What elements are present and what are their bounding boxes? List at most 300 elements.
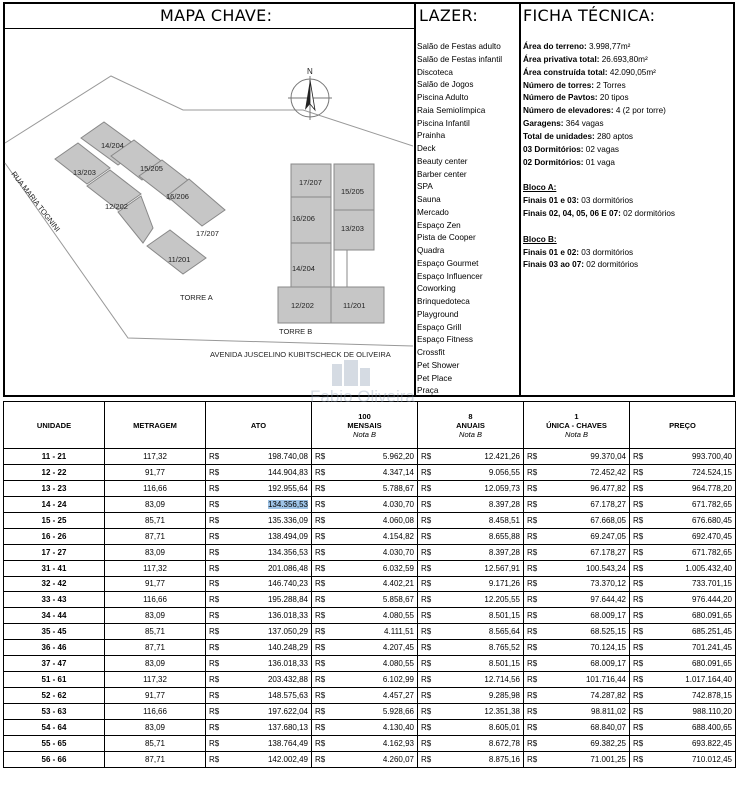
money-value: 12.351,38 — [484, 706, 520, 716]
money-value: 4.347,14 — [382, 467, 414, 477]
ficha-garagens: Garagens: 364 vagas — [523, 119, 604, 129]
money-value: 4.260,07 — [382, 754, 414, 764]
ficha-area-construida: Área construída total: 42.090,05m² — [523, 67, 656, 77]
currency-symbol: R$ — [209, 675, 220, 685]
money-value: 12.205,55 — [484, 595, 520, 605]
cell-anuais — [418, 608, 524, 624]
cell-ato — [206, 735, 312, 751]
cell-ato — [206, 480, 312, 496]
money-value: 68.525,15 — [590, 627, 626, 637]
cell-mensais — [312, 656, 418, 672]
currency-symbol: R$ — [315, 722, 326, 732]
currency-symbol: R$ — [315, 531, 326, 541]
compass-icon — [288, 67, 332, 120]
cell-unidade: 16 - 26 — [4, 528, 105, 544]
cell-mensais — [312, 464, 418, 480]
currency-symbol: R$ — [315, 691, 326, 701]
currency-symbol: R$ — [209, 611, 220, 621]
currency-symbol: R$ — [527, 722, 538, 732]
currency-symbol: R$ — [633, 579, 644, 589]
money-value: 4.111,51 — [384, 627, 414, 637]
col-unidade: UNIDADE — [4, 402, 105, 449]
cell-mensais — [312, 528, 418, 544]
torre-b-drawing — [278, 164, 384, 323]
table-row — [4, 640, 736, 656]
ficha-area-privativa: Área privativa total: 26.693,80m² — [523, 54, 648, 64]
cell-chaves — [524, 656, 630, 672]
lazer-item: Pista de Cooper — [417, 233, 476, 243]
lazer-item: Espaço Fitness — [417, 335, 473, 345]
cell-anuais — [418, 735, 524, 751]
money-value: 1.017.164,40 — [685, 675, 732, 685]
table-body — [4, 449, 736, 768]
cell-preco — [630, 751, 736, 767]
cell-mensais — [312, 512, 418, 528]
cell-anuais — [418, 751, 524, 767]
ficha-area-terreno: Área do terreno: 3.998,77m² — [523, 42, 631, 51]
money-value: 5.858,67 — [382, 595, 414, 605]
money-value: 12.059,73 — [484, 483, 520, 493]
money-value: 671.782,65 — [691, 499, 732, 509]
currency-symbol: R$ — [633, 515, 644, 525]
currency-symbol: R$ — [209, 706, 220, 716]
money-value: 192.955,64 — [267, 483, 308, 493]
street-bottom-label: AVENIDA JUSCELINO KUBITSCHECK DE OLIVEIRA — [210, 350, 391, 359]
currency-symbol: R$ — [421, 531, 432, 541]
money-value: 8.458,51 — [488, 515, 520, 525]
cell-preco — [630, 544, 736, 560]
money-value: 12.421,26 — [484, 451, 520, 461]
cell-mensais — [312, 688, 418, 704]
currency-symbol: R$ — [209, 515, 220, 525]
currency-symbol: R$ — [527, 499, 538, 509]
cell-mensais — [312, 576, 418, 592]
cell-unidade: 14 - 24 — [4, 496, 105, 512]
cell-anuais — [418, 672, 524, 688]
site-map-drawing — [3, 28, 413, 395]
cell-anuais — [418, 592, 524, 608]
lazer-item: Salão de Jogos — [417, 80, 474, 90]
cell-metragem: 87,71 — [105, 640, 206, 656]
unit-b-14: 14/204 — [292, 264, 315, 273]
cell-preco — [630, 528, 736, 544]
col-chaves-count: 1 — [574, 411, 579, 421]
table-row — [4, 751, 736, 767]
currency-symbol: R$ — [527, 579, 538, 589]
cell-chaves — [524, 480, 630, 496]
currency-symbol: R$ — [209, 722, 220, 732]
lazer-item: Espaço Influencer — [417, 271, 483, 281]
ficha-torres: Número de torres: 2 Torres — [523, 80, 626, 90]
money-value: 96.477,82 — [590, 483, 626, 493]
currency-symbol: R$ — [315, 467, 326, 477]
watermark-text: Fabio Oliveira — [310, 387, 415, 406]
money-value: 98.811,02 — [591, 706, 626, 716]
currency-symbol: R$ — [527, 515, 538, 525]
col-mensais-count: 100 — [358, 411, 371, 421]
cell-preco — [630, 480, 736, 496]
cell-anuais — [418, 480, 524, 496]
cell-anuais — [418, 449, 524, 465]
currency-symbol: R$ — [209, 547, 220, 557]
currency-symbol: R$ — [209, 579, 220, 589]
cell-ato — [206, 688, 312, 704]
money-value: 988.110,20 — [692, 706, 732, 716]
money-value: 5.928,66 — [382, 706, 414, 716]
money-value: 8.655,88 — [488, 531, 520, 541]
cell-ato — [206, 464, 312, 480]
money-value: 138.494,09 — [267, 531, 308, 541]
money-value: 680.091,65 — [691, 659, 732, 669]
currency-symbol: R$ — [209, 754, 220, 764]
money-value: 671.782,65 — [691, 547, 732, 557]
money-value: 8.672,78 — [488, 738, 520, 748]
cell-chaves — [524, 576, 630, 592]
currency-symbol: R$ — [633, 627, 644, 637]
unit-b-11: 11/201 — [343, 301, 366, 310]
site-map — [3, 28, 413, 395]
currency-symbol: R$ — [421, 483, 432, 493]
currency-symbol: R$ — [421, 611, 432, 621]
cell-metragem: 117,32 — [105, 449, 206, 465]
lazer-item: Raia Semiolímpica — [417, 105, 486, 115]
cell-anuais — [418, 719, 524, 735]
currency-symbol: R$ — [421, 547, 432, 557]
money-value: 137.050,29 — [267, 627, 308, 637]
cell-anuais — [418, 512, 524, 528]
currency-symbol: R$ — [633, 611, 644, 621]
cell-anuais — [418, 560, 524, 576]
ficha-bloco-a-2: Finais 02, 04, 05, 06 E 07: 02 dormitórios — [523, 208, 676, 218]
cell-ato — [206, 496, 312, 512]
cell-anuais — [418, 576, 524, 592]
lazer-item: Piscina Adulto — [417, 93, 469, 102]
cell-anuais — [418, 640, 524, 656]
lazer-item: Sauna — [417, 195, 441, 204]
currency-symbol: R$ — [315, 659, 326, 669]
cell-mensais — [312, 449, 418, 465]
cell-mensais — [312, 672, 418, 688]
lazer-item: SPA — [417, 182, 433, 192]
currency-symbol: R$ — [421, 515, 432, 525]
cell-metragem: 91,77 — [105, 576, 206, 592]
cell-chaves — [524, 544, 630, 560]
cell-anuais — [418, 544, 524, 560]
currency-symbol: R$ — [421, 691, 432, 701]
currency-symbol: R$ — [527, 483, 538, 493]
cell-unidade: 34 - 44 — [4, 608, 105, 624]
cell-mensais — [312, 735, 418, 751]
cell-unidade: 52 - 62 — [4, 688, 105, 704]
cell-unidade: 12 - 22 — [4, 464, 105, 480]
currency-symbol: R$ — [527, 467, 538, 477]
cell-chaves — [524, 688, 630, 704]
col-chaves — [524, 402, 630, 449]
table-row — [4, 704, 736, 720]
cell-mensais — [312, 624, 418, 640]
table-row — [4, 672, 736, 688]
ficha-elevadores: Número de elevadores: 4 (2 por torre) — [523, 106, 666, 116]
money-value: 701.241,45 — [691, 643, 732, 653]
cell-preco — [630, 656, 736, 672]
currency-symbol: R$ — [633, 547, 644, 557]
cell-chaves — [524, 528, 630, 544]
cell-unidade: 55 - 65 — [4, 735, 105, 751]
ficha-tecnica — [523, 41, 735, 272]
cell-metragem: 83,09 — [105, 719, 206, 735]
money-value: 5.962,20 — [382, 451, 414, 461]
currency-symbol: R$ — [209, 659, 220, 669]
money-value: 8.565,64 — [488, 627, 520, 637]
cell-metragem: 83,09 — [105, 496, 206, 512]
money-value: 197.622,04 — [267, 706, 308, 716]
money-value: 6.032,59 — [382, 563, 414, 573]
lazer-item: Crossfit — [417, 348, 445, 357]
lazer-item: Pet Shower — [417, 360, 460, 370]
currency-symbol: R$ — [421, 738, 432, 748]
cell-ato — [206, 512, 312, 528]
cell-mensais — [312, 719, 418, 735]
cell-ato — [206, 560, 312, 576]
money-value: 8.501,15 — [488, 659, 520, 669]
lazer-item: Salão de Festas infantil — [417, 54, 503, 64]
money-value: 142.002,49 — [267, 754, 308, 764]
currency-symbol: R$ — [527, 691, 538, 701]
lazer-item: Salão de Festas adulto — [417, 42, 501, 51]
money-value: 201.086,48 — [267, 563, 308, 573]
table-row — [4, 719, 736, 735]
currency-symbol: R$ — [421, 722, 432, 732]
ficha-bloco-a-title: Bloco A: — [523, 183, 557, 193]
cell-unidade: 31 - 41 — [4, 560, 105, 576]
cell-unidade: 33 - 43 — [4, 592, 105, 608]
currency-symbol: R$ — [527, 754, 538, 764]
currency-symbol: R$ — [527, 611, 538, 621]
currency-symbol: R$ — [315, 595, 326, 605]
money-value: 67.178,27 — [590, 547, 626, 557]
cell-ato — [206, 528, 312, 544]
cell-ato — [206, 672, 312, 688]
ficha-tres-dorm: 03 Dormitórios: 02 vagas — [523, 144, 620, 154]
cell-metragem: 116,66 — [105, 704, 206, 720]
torre-a-drawing — [55, 122, 225, 274]
money-value: 688.400,65 — [691, 722, 732, 732]
currency-symbol: R$ — [421, 643, 432, 653]
lazer-item: Coworking — [417, 284, 456, 294]
currency-symbol: R$ — [315, 499, 326, 509]
cell-preco — [630, 512, 736, 528]
currency-symbol: R$ — [527, 563, 538, 573]
col-metragem: METRAGEM — [105, 402, 206, 449]
col-mensais-nota: Nota B — [353, 429, 376, 439]
money-value: 136.018,33 — [267, 611, 308, 621]
money-value: 68.840,07 — [590, 722, 626, 732]
currency-symbol: R$ — [421, 451, 432, 461]
ficha-bloco-a-1: Finais 01 e 03: 03 dormitórios — [523, 196, 634, 206]
currency-symbol: R$ — [315, 483, 326, 493]
table-row — [4, 656, 736, 672]
currency-symbol: R$ — [315, 675, 326, 685]
money-value: 74.287,82 — [590, 691, 626, 701]
cell-ato — [206, 576, 312, 592]
unit-b-17: 17/207 — [299, 178, 322, 187]
cell-mensais — [312, 608, 418, 624]
cell-mensais — [312, 640, 418, 656]
col-preco: PREÇO — [630, 402, 736, 449]
money-value: 8.765,52 — [488, 643, 520, 653]
unit-a-16: 16/206 — [166, 192, 189, 201]
cell-metragem: 87,71 — [105, 528, 206, 544]
table-row — [4, 608, 736, 624]
currency-symbol: R$ — [421, 675, 432, 685]
money-value: 70.124,15 — [590, 643, 626, 653]
cell-preco — [630, 449, 736, 465]
unit-b-13: 13/203 — [341, 224, 364, 233]
currency-symbol: R$ — [315, 547, 326, 557]
col-ato: ATO — [206, 402, 312, 449]
currency-symbol: R$ — [421, 499, 432, 509]
money-value: 71.001,25 — [590, 754, 626, 764]
currency-symbol: R$ — [209, 643, 220, 653]
cell-preco — [630, 560, 736, 576]
money-value: 72.452,42 — [590, 467, 626, 477]
col-anuais-count: 8 — [468, 411, 473, 421]
currency-symbol: R$ — [527, 531, 538, 541]
money-value: 69.247,05 — [590, 531, 626, 541]
table-row — [4, 544, 736, 560]
cell-preco — [630, 719, 736, 735]
cell-ato — [206, 719, 312, 735]
cell-anuais — [418, 624, 524, 640]
table-row — [4, 512, 736, 528]
currency-symbol: R$ — [209, 531, 220, 541]
currency-symbol: R$ — [633, 499, 644, 509]
money-value: 8.875,16 — [488, 754, 520, 764]
money-value: 5.788,67 — [382, 483, 414, 493]
cell-ato — [206, 624, 312, 640]
cell-unidade: 53 - 63 — [4, 704, 105, 720]
cell-unidade: 13 - 23 — [4, 480, 105, 496]
money-value: 97.644,42 — [590, 595, 626, 605]
cell-chaves — [524, 640, 630, 656]
unit-a-17: 17/207 — [196, 229, 219, 238]
cell-metragem: 87,71 — [105, 751, 206, 767]
unit-b-16: 16/206 — [292, 214, 315, 223]
currency-symbol: R$ — [209, 483, 220, 493]
cell-ato — [206, 608, 312, 624]
money-value: 198.740,08 — [267, 451, 308, 461]
money-value: 4.162,93 — [382, 738, 414, 748]
cell-metragem: 83,09 — [105, 656, 206, 672]
table-row — [4, 688, 736, 704]
money-value: 724.524,15 — [691, 467, 732, 477]
money-value: 68.009,17 — [590, 659, 626, 669]
money-value: 680.091,65 — [691, 611, 732, 621]
money-value: 993.700,40 — [691, 451, 732, 461]
cell-mensais — [312, 560, 418, 576]
cell-preco — [630, 592, 736, 608]
cell-anuais — [418, 704, 524, 720]
currency-symbol: R$ — [315, 754, 326, 764]
money-value: 99.370,04 — [590, 451, 626, 461]
currency-symbol: R$ — [633, 675, 644, 685]
cell-metragem: 83,09 — [105, 544, 206, 560]
lazer-item: Brinquedoteca — [417, 297, 470, 306]
cell-unidade: 32 - 42 — [4, 576, 105, 592]
money-value: 144.904,83 — [267, 467, 308, 477]
currency-symbol: R$ — [633, 563, 644, 573]
cell-chaves — [524, 624, 630, 640]
cell-mensais — [312, 704, 418, 720]
currency-symbol: R$ — [209, 499, 220, 509]
cell-unidade: 35 - 45 — [4, 624, 105, 640]
lazer-item: Barber center — [417, 169, 467, 179]
cell-metragem: 91,77 — [105, 464, 206, 480]
currency-symbol: R$ — [527, 675, 538, 685]
money-value: 8.397,28 — [488, 499, 520, 509]
cell-preco — [630, 704, 736, 720]
cell-preco — [630, 735, 736, 751]
money-value: 101.716,44 — [585, 675, 626, 685]
cell-ato — [206, 751, 312, 767]
cell-chaves — [524, 560, 630, 576]
money-value: 137.680,13 — [267, 722, 308, 732]
cell-preco — [630, 496, 736, 512]
torre-a-label: TORRE A — [180, 293, 213, 302]
currency-symbol: R$ — [209, 627, 220, 637]
cell-preco — [630, 640, 736, 656]
currency-symbol: R$ — [315, 643, 326, 653]
currency-symbol: R$ — [633, 595, 644, 605]
cell-unidade: 11 - 21 — [4, 449, 105, 465]
table-row — [4, 735, 736, 751]
cell-unidade: 15 - 25 — [4, 512, 105, 528]
money-value: 4.207,45 — [382, 643, 414, 653]
money-value: 100.543,24 — [585, 563, 626, 573]
money-value: 9.056,55 — [488, 467, 520, 477]
currency-symbol: R$ — [209, 595, 220, 605]
col-mensais — [312, 402, 418, 449]
cell-preco — [630, 688, 736, 704]
cell-chaves — [524, 608, 630, 624]
lazer-item: Pet Place — [417, 373, 453, 383]
table-row — [4, 576, 736, 592]
cell-mensais — [312, 592, 418, 608]
money-value: 140.248,29 — [267, 643, 308, 653]
money-value: 6.102,99 — [382, 675, 414, 685]
cell-unidade: 51 - 61 — [4, 672, 105, 688]
unit-a-11: 11/201 — [168, 255, 191, 264]
money-value: 964.778,20 — [691, 483, 732, 493]
money-value: 693.822,45 — [691, 738, 732, 748]
table-header-row — [4, 402, 736, 449]
lazer-item: Espaço Grill — [417, 322, 462, 332]
cell-metragem: 116,66 — [105, 480, 206, 496]
money-value: 976.444,20 — [691, 595, 732, 605]
currency-symbol: R$ — [633, 467, 644, 477]
col-chaves-nota: Nota B — [565, 429, 588, 439]
money-value: 203.432,88 — [267, 675, 308, 685]
price-table — [3, 401, 736, 768]
currency-symbol: R$ — [527, 706, 538, 716]
currency-symbol: R$ — [315, 611, 326, 621]
money-value: 685.251,45 — [691, 627, 732, 637]
ficha-unidades: Total de unidades: 280 aptos — [523, 131, 633, 141]
currency-symbol: R$ — [209, 691, 220, 701]
money-value: 4.060,08 — [382, 515, 414, 525]
currency-symbol: R$ — [527, 659, 538, 669]
cell-metragem: 85,71 — [105, 512, 206, 528]
